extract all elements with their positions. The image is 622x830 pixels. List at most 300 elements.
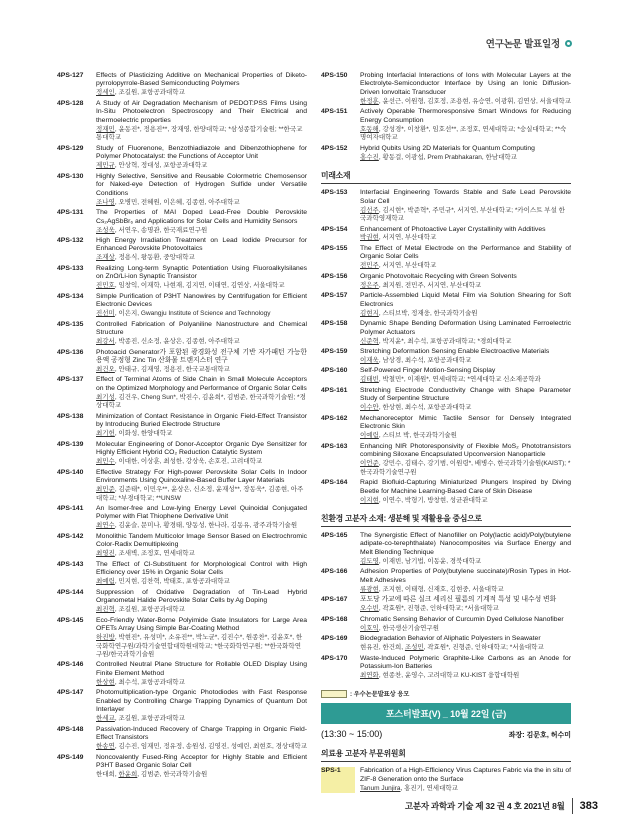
entry-authors <box>360 282 571 290</box>
entry-body <box>96 726 307 752</box>
entry-body <box>360 108 571 142</box>
presenter-name: 정은주 <box>360 281 379 289</box>
authors-post: , 윤선근, 이원형, 김호정, 조용현, 유승연, 이광휘, 김연상, 서울대학교 <box>378 97 571 105</box>
entry-body <box>360 415 571 441</box>
program-entry <box>57 145 307 171</box>
program-entry <box>321 292 571 318</box>
entry-body <box>360 635 571 652</box>
entry-title: Hybrid Qubits Using 2D Materials for Quantum Computing <box>360 144 535 152</box>
entry-authors <box>360 432 571 440</box>
authors-post: , 김범준, 한국과학기술원 <box>137 771 208 779</box>
entry-title: The Properties of MAI Doped Lead-Free Double Perovskite Cs₂AgSbBr₆ and Applications for Solar Cells and Humidity Sensors <box>96 209 307 225</box>
entry-code: 4PS-139 <box>57 440 84 448</box>
entry-title: An Isomer-free and Low-lying Energy Level Quinoidal Conjugated Polymer with Flat Thiophene Derivative Unit <box>96 504 307 521</box>
entry-authors <box>96 578 307 586</box>
entry-code: 4PS-135 <box>57 320 84 328</box>
program-columns <box>57 72 571 795</box>
entry-title: Effective Strategy For High-power Perovskite Solar Cells In Indoor Environments Using Quinoxaline-Based Buffer Layer Materials <box>96 468 307 485</box>
presenter-name: 최진혁 <box>96 606 115 614</box>
entry-body <box>360 568 571 594</box>
entry-body <box>96 561 307 587</box>
presenter-name: 김도영 <box>360 557 379 565</box>
authors-post: , 김준태*, 이민우**, 윤상은, 신소정, 윤재성**, 장동욱*, 김종현, 아주대학교; *부경대학교; **UNSW <box>96 486 304 502</box>
entry-code: 4PS-138 <box>57 412 84 420</box>
program-entry <box>57 617 307 660</box>
presenter-name: 정재민 <box>96 125 115 133</box>
entry-body <box>96 100 307 143</box>
authors-post: , 한상현, 최수석, 포항공과대학교 <box>378 404 472 412</box>
authors-post: , 조길원, 포항공과대학교 <box>114 89 185 97</box>
entry-title: Adhesion Properties of Poly(butylene succinate)/Rosin Types in Hot-Melt Adhesives <box>360 568 571 584</box>
program-entry <box>57 441 307 467</box>
entry-code: SPS-1 <box>321 767 355 793</box>
entry-authors <box>360 376 571 384</box>
entry-body <box>360 245 571 271</box>
entry-authors <box>360 154 571 162</box>
entry-code: 4PS-150 <box>321 72 348 79</box>
entry-body <box>360 320 571 346</box>
program-entry <box>321 767 571 793</box>
entry-code: 4PS-165 <box>321 531 348 539</box>
authors-post: , 한국생산기술연구원 <box>378 624 439 632</box>
left-column <box>57 72 307 795</box>
program-entry <box>321 596 571 613</box>
presenter-name: 최민수 <box>96 458 115 466</box>
presenter-name: 최예림 <box>96 578 115 586</box>
entry-body <box>360 443 571 477</box>
presenter-name: 최연화 <box>360 672 379 679</box>
entry-title: Dynamic Shape Bending Deformation Using Laminated Ferroelectric Polymer Actuators <box>360 320 571 336</box>
entry-authors <box>96 715 307 723</box>
presenter-name: 진선미 <box>96 310 115 318</box>
presenter-name: 이지현 <box>360 496 379 504</box>
entry-body <box>360 292 571 318</box>
program-entry <box>57 561 307 587</box>
authors-post: , 조길원, 포항공과대학교 <box>114 715 185 723</box>
authors-post: , 곽효원*, 진형준, 인하대학교; *서울대학교 <box>378 605 499 613</box>
entry-title: A Study of Air Degradation Mechanism of PEDOT:PSS Films Using In-Situ Photoelectron Spectroscopy and Their Electrical and thermoelectric properties <box>96 99 307 124</box>
program-entry <box>57 100 307 143</box>
section-title: 미래소재 <box>321 170 571 184</box>
presenter-name: 이호익 <box>360 624 379 632</box>
program-entry <box>57 349 307 375</box>
award-legend <box>321 689 571 698</box>
presenter-name: 한송연 <box>96 743 115 751</box>
entry-title: Enhancing NIR Photoresponsivity of Flexible MoS₂ Phototransistors combining Siloxane Encapsulated Upconversion Nanoparticle <box>360 442 571 459</box>
program-entry <box>321 108 571 142</box>
entry-title: Effect of Terminal Atoms of Side Chain in Small Molecule Acceptors on the Optimized Morphology and Performance of Organic Solar Cells <box>96 376 307 392</box>
entry-body <box>360 596 571 613</box>
section-title: 친환경 고분자 소재: 생분해 및 재활용을 중심으로 <box>321 513 571 527</box>
entry-title: Actively Operable Thermoresponsive Smart Windows for Reducing Energy Consumption <box>360 108 571 124</box>
entry-code: 4PS-130 <box>57 172 84 180</box>
entry-title: Fabrication of a High-Efficiency Virus Captures Fabric via the in situ of ZIF-8 Generation onto the Surface <box>360 767 571 783</box>
entry-authors <box>96 550 307 558</box>
entry-body <box>360 367 571 384</box>
program-entry <box>321 189 571 223</box>
authors-post: , 이은지, Gwangju Institute of Science and Technology <box>114 310 271 318</box>
program-entry <box>57 293 307 319</box>
entry-authors <box>96 679 307 687</box>
entry-title: Waste-Induced Polymeric Graphite-Like Carbons as an Anode for Potassium-Ion Batteries <box>360 654 571 671</box>
entry-authors <box>360 357 571 365</box>
target-ring-icon <box>565 40 572 47</box>
entry-authors <box>96 227 307 235</box>
entry-code: 4PS-132 <box>57 236 84 244</box>
entry-title: Eco-Friendly Water-Borne Polyimide Gate Insulators for Large Area OFETs Array Using Simple Bar-Coating Method <box>96 616 307 633</box>
entry-code: 4PS-162 <box>321 414 348 422</box>
entry-title: 포도당 가교에 따른 실크 세리신 필름의 기계적 특성 및 내수성 변화 <box>360 596 557 604</box>
entry-code: 4PS-164 <box>321 479 348 487</box>
program-entry <box>57 533 307 559</box>
entry-body <box>360 655 571 681</box>
entry-title: Photoacid Generator가 포함된 광경화성 전구체 기반 자가패턴 가능한 용액 공정형 Zinc Tin 산화물 트랜지스터 연구 <box>96 348 307 365</box>
entry-code: 4PS-136 <box>57 348 84 356</box>
entry-title: Stretching Deformation Sensing Enable Electroactive Materials <box>360 348 550 356</box>
page-header <box>486 36 572 50</box>
program-entry <box>57 413 307 439</box>
entry-title: Biodegradation Behavior of Aliphatic Polyesters in Seawater <box>360 635 541 643</box>
entry-body <box>360 387 571 413</box>
program-entry <box>57 589 307 615</box>
entry-code: 4PS-160 <box>321 367 348 375</box>
entry-title: Interfacial Engineering Towards Stable and Safe Lead Perovskite Solar Cell <box>360 189 571 205</box>
authors-post: , 스티브 박, 한국과학기술원 <box>378 432 457 440</box>
program-entry <box>321 367 571 384</box>
authors-post: , 박종진, 신소정, 윤상은, 김종현, 아주대학교 <box>114 338 240 346</box>
entry-code: 4PS-156 <box>321 272 348 280</box>
program-entry <box>321 568 571 594</box>
entry-code: 4PS-170 <box>321 654 348 662</box>
page-header-title: 연구논문 발표일정 <box>485 39 560 50</box>
entry-authors <box>360 207 571 224</box>
entry-body <box>360 226 571 243</box>
entry-body <box>96 209 307 235</box>
program-entry <box>57 237 307 263</box>
entry-title: Self-Powered Finger Motion-Sensing Display <box>360 367 496 375</box>
program-entry <box>57 321 307 347</box>
program-entry <box>321 145 571 162</box>
page-footer <box>405 798 598 814</box>
authors-pre: 한대희, <box>96 771 119 779</box>
entry-code: 4PS-161 <box>321 386 348 394</box>
entry-code: 4PS-155 <box>321 244 348 252</box>
program-entry <box>321 273 571 290</box>
presenter-name: 호동해 <box>360 125 379 133</box>
entry-title: The Synergistic Effect of Nanofiller on Poly(lactic acid)/Poly(butylene adipate-co-terephthalate) Nanocomposites via Surface Energy and Melt Blending Technique <box>360 531 571 556</box>
entry-code: 4PS-134 <box>57 292 84 300</box>
program-entry <box>321 655 571 681</box>
entry-code: 4PS-141 <box>57 504 84 512</box>
program-entry <box>57 376 307 410</box>
entry-authors <box>360 310 571 318</box>
program-entry <box>321 387 571 413</box>
entry-code: 4PS-152 <box>321 144 348 152</box>
program-entry <box>321 616 571 633</box>
presenter-name: 진민호 <box>96 282 115 290</box>
entry-title: Simple Purification of P3HT Nanowires by Centrifugation for Efficient Electronic Devices <box>96 292 307 309</box>
entry-authors <box>96 486 307 503</box>
entry-code: 4PS-167 <box>321 596 348 604</box>
authors-post: , 서지연, 부산대학교 <box>378 262 437 270</box>
presenter-name: 한상현 <box>96 678 115 686</box>
entry-authors <box>96 743 307 751</box>
entry-code: 4PS-137 <box>57 376 84 384</box>
presenter-name: 조나영 <box>96 198 115 206</box>
entry-body <box>360 273 571 290</box>
program-entry <box>321 72 571 106</box>
entry-body <box>96 293 307 319</box>
program-entry <box>57 173 307 207</box>
presenter-name: 최민준 <box>96 486 115 494</box>
presenter-name: 조성욱 <box>96 226 115 234</box>
entry-authors <box>360 404 571 412</box>
entry-code: 4PS-133 <box>57 264 84 272</box>
entry-body <box>96 413 307 439</box>
entry-body <box>96 754 307 780</box>
presenter-name: 이수안 <box>360 404 379 412</box>
entry-authors <box>360 644 571 652</box>
program-entry <box>321 532 571 566</box>
entry-body <box>360 72 571 106</box>
authors-post: , 스티브박, 정재웅, 한국과학기술원 <box>378 309 478 317</box>
page-number: 383 <box>579 800 598 812</box>
authors-post: , 조지현, 이태형, 신재호, 김현중, 서울대학교 <box>378 585 504 593</box>
entry-code: 4PS-159 <box>321 348 348 356</box>
program-entry <box>321 479 571 505</box>
presenter-name: 오수빈 <box>360 605 379 613</box>
entry-body <box>96 505 307 531</box>
entry-body <box>96 72 307 98</box>
presenter-name: 김선주 <box>360 206 379 214</box>
entry-body <box>360 348 571 365</box>
presenter-name: 조성민 <box>404 644 424 652</box>
presenter-name: 최건오 <box>96 366 115 374</box>
presenter-name: 조재상 <box>96 254 115 262</box>
entry-title: Mechanoreceptor Mimic Tactile Sensor for Densely Integrated Electronic Skin <box>360 414 571 431</box>
entry-body <box>96 145 307 171</box>
program-entry <box>57 689 307 723</box>
presenter-name: 한윤희 <box>118 771 138 779</box>
authors-post: , 강민수, 김태수, 강기범, 이원령*, 배병수, 한국과학기술원(KAIST); *한국과학기술연구원 <box>360 460 571 476</box>
authors-post: , 이화성, 한양대학교 <box>114 430 173 438</box>
presenter-name: 한세교 <box>96 715 115 723</box>
entry-body <box>96 441 307 467</box>
authors-post: , 최수석, 포항공과대학교 <box>114 678 185 686</box>
program-entry <box>321 415 571 441</box>
program-entry <box>321 348 571 365</box>
presenter-name: 이예림 <box>360 432 379 440</box>
entry-authors <box>360 126 571 143</box>
authors-post: , 조길원, 포항공과대학교 <box>114 606 185 614</box>
journal-info: 고분자 과학과 기술 제 32 권 4 호 2021년 8월 <box>404 801 565 811</box>
entry-body <box>360 189 571 223</box>
entry-title: Controlled Fabrication of Polyaniline Nanostructure and Chemical Structure <box>96 320 307 337</box>
entry-authors <box>96 771 307 779</box>
entry-title: Suppression of Oxidative Degradation of Tin-Lead Hybrid Organometal Halide Perovskite Solar Cells by Ag Doping <box>96 588 307 605</box>
entry-authors <box>96 430 307 438</box>
presenter-name: 이언준 <box>360 460 379 468</box>
entry-code: 4PS-148 <box>57 725 84 733</box>
session-time: (13:30 ~ 15:00) <box>321 729 383 740</box>
program-entry <box>57 469 307 503</box>
entry-body <box>96 469 307 503</box>
presenter-name: 박권현 <box>360 234 379 242</box>
presenter-name: 최영진 <box>96 550 115 558</box>
authors-post: , 이대한, 이상훈, 최성한, 강상욱, 손호진, 고려대학교 <box>114 458 263 466</box>
entry-authors <box>96 310 307 318</box>
entry-body <box>360 479 571 505</box>
entry-title: The Effect of Cl-Substituent for Morphological Control with High Efficiency over 15% in Organic Solar Cells <box>96 560 307 577</box>
presenter-name: 김태빈 <box>360 376 379 384</box>
entry-title: Molecular Engineering of Donor-Acceptor Organic Dye Sensitizer for Highly Efficient Hybrid CO₂ Reduction Catalytic System <box>96 440 307 457</box>
right-column <box>321 72 571 795</box>
entry-body <box>96 533 307 559</box>
authors-post: , 김시현*, 박준혁*, 주민규*, 서지연, 부산대학교; *카이스트 부설 한국과학영재학교 <box>360 206 565 223</box>
footer-divider <box>572 798 573 814</box>
presenter-name: 제민규 <box>96 162 115 170</box>
presenter-name: 최기성 <box>96 393 115 401</box>
authors-post: , 서지연, 부산대학교 <box>378 234 437 242</box>
entry-code: 4PS-163 <box>321 442 348 450</box>
program-entry <box>321 635 571 652</box>
program-entry <box>321 443 571 477</box>
program-entry <box>321 245 571 271</box>
authors-post: , 박지윤*, 최수석, 포항공과대학교; *경희대학교 <box>378 337 512 345</box>
entry-authors <box>360 234 571 242</box>
entry-authors <box>360 262 571 270</box>
authors-post: , 윤동진*, 정용진**, 장재영, 한양대학교; *삼성종합기술원; **한국교통대학교 <box>96 125 303 142</box>
program-entry <box>321 226 571 243</box>
presenter-name: 한정훈 <box>360 97 379 105</box>
entry-title: Noncovalently Fused-Ring Acceptor for Highly Stable and Efficient P3HT Based Organic Solar Cell <box>96 753 307 770</box>
entry-title: Monolithic Tandem Multicolor Image Sensor Based on Electrochromic Color-Radix Demultiplexing <box>96 532 307 549</box>
presenter-name: 최기헌 <box>96 430 115 438</box>
entry-title: The Effect of Metal Electrode on the Performance and Stability of Organic Solar Cells <box>360 244 571 261</box>
entry-title: Rapid Biofluid-Capturing Miniaturized Plungers Inspired by Diving Beetle for Machine Learning-Based Care of Skin Disease <box>360 479 571 495</box>
program-entry <box>321 320 571 346</box>
entry-body <box>96 237 307 263</box>
presenter-name: 신준혁 <box>360 337 379 345</box>
entry-code: 4PS-140 <box>57 468 84 476</box>
authors-pre: 현유진, 한건희, <box>360 644 405 652</box>
entry-authors <box>96 162 307 170</box>
authors-post: , 박철민*, 이재원*, 연세대학교; *연세대학교 신소재공학과 <box>378 376 541 384</box>
entry-authors <box>360 338 571 346</box>
entry-authors <box>96 458 307 466</box>
entry-authors <box>360 586 571 594</box>
authors-post: , 김윤슬, 문미나, 황경태, 양동성, 한나라, 김동유, 광주과학기술원 <box>114 522 298 530</box>
entry-body <box>96 265 307 291</box>
entry-body <box>360 616 571 633</box>
authors-post: , 정용식, 왕동환, 중앙대학교 <box>114 254 195 262</box>
entry-body <box>96 321 307 347</box>
entry-title: Organic Photovoltaic Recycling with Green Solvents <box>360 272 517 280</box>
presenter-name: 김현지 <box>360 309 379 317</box>
authors-post: , 김건우, Cheng Sun*, 박진수, 김윤희*, 김범준, 한국과학기술원; *경상대학교 <box>96 393 306 410</box>
entry-authors <box>360 558 571 566</box>
award-highlight-swatch <box>321 690 347 698</box>
session-chairs: 좌장: 김문호, 허수미 <box>508 732 571 740</box>
entry-code: 4PS-142 <box>57 532 84 540</box>
presenter-name: 이재욱 <box>360 357 379 365</box>
entry-title: Minimization of Contact Resistance in Organic Field-Effect Transistor by Introducing Buried Electrode Structure <box>96 412 307 429</box>
entry-code: 4PS-157 <box>321 292 348 300</box>
authors-post: , 홍진기, 연세대학교 <box>400 784 458 792</box>
entry-title: Realizing Long-term Synaptic Potentiation Using Fluoroalkylsilanes on ZnO/Li-ion Synaptic Transistor <box>96 264 307 281</box>
entry-authors <box>96 366 307 374</box>
entry-authors <box>360 605 571 613</box>
presenter-name: 최강서 <box>96 338 115 346</box>
section-title: 의료용 고분자 부문위원회 <box>321 748 571 762</box>
entry-body <box>360 767 571 793</box>
authors-post: , 안상혁, 정대성, 포항공과대학교 <box>114 162 208 170</box>
authors-post: , 김수진, 임재민, 정유정, 송원성, 김영진, 성예린, 최현호, 경상대학교 <box>114 743 307 751</box>
entry-body <box>96 589 307 615</box>
presenter-name: 정세인 <box>96 89 115 97</box>
program-entry <box>57 505 307 531</box>
entry-title: Effects of Plasticizing Additive on Mechanical Properties of Diketo-pyrrolopyrrole-Based Semiconducting Polymers <box>96 72 307 88</box>
entry-authors <box>360 785 571 793</box>
entry-title: Particle-Assembled Liquid Metal Film via Solution Shearing for Soft Electronics <box>360 292 571 308</box>
authors-post: , 민지현, 김찬혁, 박태호, 포항공과대학교 <box>114 578 230 586</box>
entry-authors <box>360 460 571 477</box>
presenter-name: 류광현 <box>360 585 379 593</box>
entry-code: 4PS-128 <box>57 99 84 107</box>
authors-post: , 안태규, 김재영, 정용진, 한국교통대학교 <box>114 366 230 374</box>
authors-post: , 오병민, 전혜원, 이은혜, 김종현, 아주대학교 <box>114 198 240 206</box>
entry-code: 4PS-129 <box>57 144 84 152</box>
entry-authors <box>96 282 307 290</box>
entry-authors <box>96 634 307 659</box>
award-legend-label: : 우수논문발표상 응모 <box>350 691 410 699</box>
entry-authors <box>360 497 571 505</box>
presenter-name: 하진방 <box>96 634 115 642</box>
entry-code: 4PS-145 <box>57 616 84 624</box>
program-entry <box>57 265 307 291</box>
entry-body <box>360 145 571 162</box>
entry-body <box>96 376 307 410</box>
entry-body <box>96 689 307 723</box>
entry-code: 4PS-151 <box>321 108 348 116</box>
entry-code: 4PS-146 <box>57 661 84 669</box>
authors-post: , 현종찬, 윤영수, 고려대학교 KU-KIST 융합대학원 <box>378 672 520 679</box>
entry-code: 4PS-127 <box>57 72 84 79</box>
entry-title: Study of Fluorenone, Benzothiadiazole and Dibenzothiophene for Polymer Photocatalyst: the Functions of Acceptor Unit <box>96 144 307 161</box>
entry-code: 4PS-158 <box>321 320 348 328</box>
entry-code: 4PS-131 <box>57 209 84 217</box>
entry-body <box>96 617 307 660</box>
presenter-name: 홍수진 <box>360 153 379 161</box>
authors-post: , 황동걸, 이광섭, Prem Prabhakaran, 한남대학교 <box>378 153 517 161</box>
entry-title: Highly Selective, Sensitive and Reusable Colormetric Chemosensor for Naked-eye Detection of Hydrogen Sulfide under Versatile Conditions <box>96 172 307 197</box>
entry-body <box>96 173 307 207</box>
presenter-name: 전민주 <box>360 262 379 270</box>
authors-post: , 남상경, 최수석, 포항공과대학교 <box>378 357 472 365</box>
authors-post: , 조새벽, 조정호, 연세대학교 <box>114 550 195 558</box>
entry-code: 4PS-144 <box>57 588 84 596</box>
program-entry <box>57 661 307 687</box>
program-entry <box>57 754 307 780</box>
entry-code: 4PS-143 <box>57 560 84 568</box>
entry-title: Stretching Electrode Conductivity Change with Shape Parameter Study of Serpentine Structure <box>360 386 571 403</box>
session-info-row <box>321 729 571 740</box>
entry-authors <box>360 672 571 680</box>
entry-title: Photomultiplication-type Organic Photodiodes with Fast Response Enabled by Controlling Charge Trapping Dynamics of Quantum Dot Interlayer <box>96 689 307 714</box>
entry-code: 4PS-149 <box>57 753 84 761</box>
entry-code: 4PS-147 <box>57 689 84 697</box>
entry-authors <box>96 126 307 143</box>
